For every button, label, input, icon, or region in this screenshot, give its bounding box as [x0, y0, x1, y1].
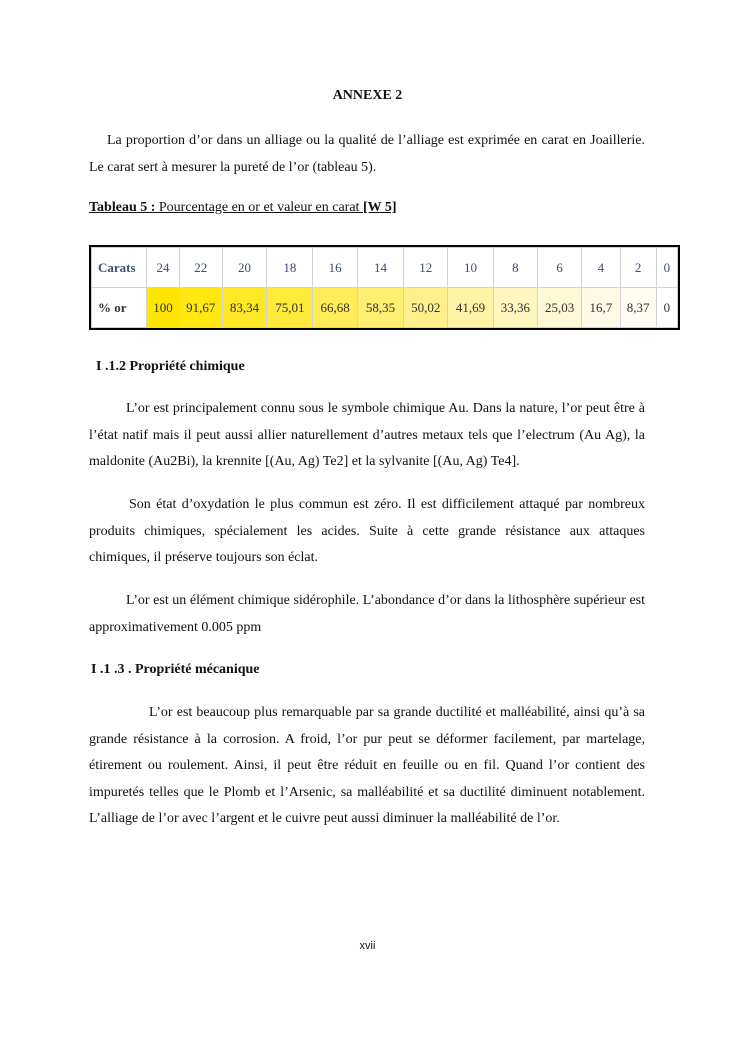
percent-cell: 58,35 [357, 288, 403, 328]
carat-cell: 4 [582, 248, 620, 288]
carat-cell: 2 [620, 248, 656, 288]
percent-cell: 0 [656, 288, 677, 328]
percent-cell: 8,37 [620, 288, 656, 328]
percent-cell: 66,68 [313, 288, 357, 328]
carat-cell: 0 [656, 248, 677, 288]
percent-cell: 75,01 [267, 288, 313, 328]
gold-carat-table [89, 245, 680, 330]
percent-cell: 16,7 [582, 288, 620, 328]
page-title: ANNEXE 2 [332, 88, 403, 103]
carat-cell: 22 [179, 248, 222, 288]
percent-cell: 50,02 [404, 288, 448, 328]
mecanique-paragraph-1: L’or est beaucoup plus remarquable par sa grande ductilité et malléabilité, ainsi qu’à sa grande résistance à la corrosion. A froid, l’or pur peut se déformer facilement, par martelage, étirement ou roulement. Ainsi, il peut être réduit en feuille ou en fil. Quand l’or contient des impuretés telles que le Plomb et l’Arsenic, sa malléabilité et sa ductilité diminuent notablement. L’alliage de l’or avec l’argent et le cuivre peut aussi diminuer la malléabilité de l’or. [89, 705, 645, 826]
table-caption-text: Pourcentage en or et valeur en carat [155, 200, 363, 215]
carat-cell: 6 [537, 248, 581, 288]
chimique-paragraph-3: L’or est un élément chimique sidérophile. L’abondance d’or dans la lithosphère supérieur est approximativement 0.005 ppm [89, 593, 645, 635]
table-caption [89, 200, 397, 216]
carats-row-label: Carats [92, 248, 147, 288]
percent-row-label: % or [92, 288, 147, 328]
intro-paragraph: La proportion d’or dans un alliage ou la qualité de l’alliage est exprimée en carat en Joaillerie. Le carat sert à mesurer la pureté de l’or (tableau 5). [89, 133, 645, 175]
carat-cell: 8 [493, 248, 537, 288]
carat-cell: 18 [267, 248, 313, 288]
carat-cell: 16 [313, 248, 357, 288]
percent-row [92, 288, 678, 328]
table-caption-label: Tableau 5 : [89, 200, 156, 215]
percent-cell: 91,67 [179, 288, 222, 328]
carat-cell: 14 [357, 248, 403, 288]
carat-cell: 24 [147, 248, 179, 288]
percent-cell: 25,03 [537, 288, 581, 328]
percent-cell: 100 [147, 288, 179, 328]
carat-cell: 10 [448, 248, 493, 288]
percent-cell: 41,69 [448, 288, 493, 328]
table-caption-ref: [W 5] [362, 200, 397, 215]
percent-cell: 83,34 [222, 288, 266, 328]
section-heading-chimique: I .1.2 Propriété chimique [96, 359, 245, 374]
chimique-paragraph-2: Son état d’oxydation le plus commun est zéro. Il est difficilement attaqué par nombreux produits chimiques, spécialement les acides. Suite à cette grande résistance aux attaques chimiques, il préserve toujours son éclat. [89, 497, 645, 565]
percent-cell: 33,36 [493, 288, 537, 328]
carat-cell: 12 [404, 248, 448, 288]
chimique-paragraph-1: L’or est principalement connu sous le symbole chimique Au. Dans la nature, l’or peut être à l’état natif mais il peut aussi allier naturellement d’autres metaux tels que l’electrum (Au Ag), la maldonite (Au2Bi), la krennite [(Au, Ag) Te2] et la sylvanite [(Au, Ag) Te4]. [89, 401, 645, 469]
carats-row [92, 248, 678, 288]
carat-cell: 20 [222, 248, 266, 288]
page-number: xvii [359, 940, 376, 952]
section-heading-mecanique: I .1 .3 . Propriété mécanique [91, 662, 260, 677]
